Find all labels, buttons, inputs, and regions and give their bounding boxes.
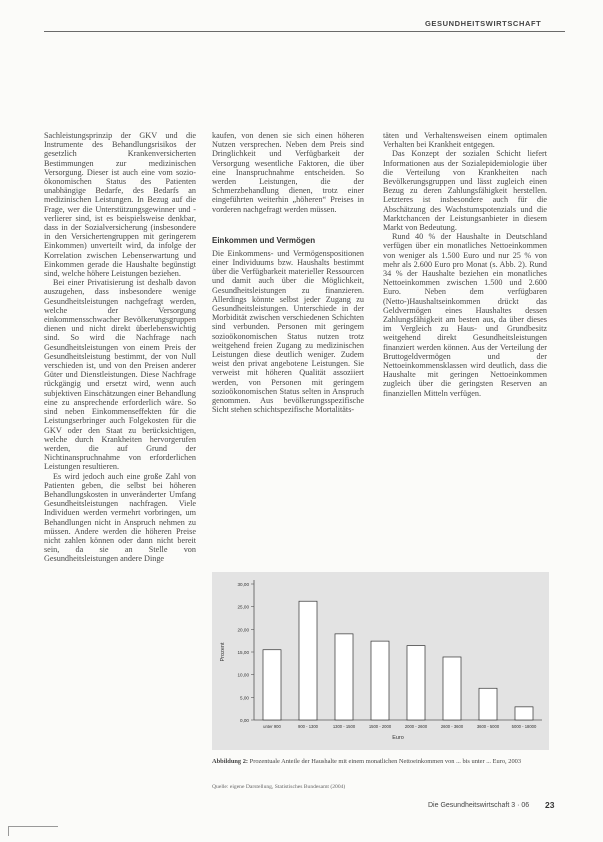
bar [299, 601, 317, 720]
paragraph: Es wird jedoch auch eine große Zahl von Patienten geben, die selbst bei höheren Behandlungskosten in unveränderter Umfang Gesundheitsleistungen nachfragen. Viele Individuen werden vermehrt vorbringen, um Behandlungen nicht in Anspruch nehmen zu müssen. Andere werden die höheren Preise nicht zahlen können oder dann nicht bereit sein, da sie an Stelle von Gesundheitsleistungen andere Dinge [44, 471, 196, 564]
x-tick-label: 1500 - 2000 [368, 724, 392, 729]
y-tick-label: 0,00 [240, 718, 249, 723]
crop-mark [8, 826, 9, 836]
paragraph: täten und Verhaltensweisen einem optimalen Verhalten bei Krankheit entgegen. [383, 131, 547, 150]
bar [407, 646, 425, 720]
bar [263, 650, 281, 720]
paragraph: Sachleistungsprinzip der GKV und die Instrumente des Behandlungsrisikos der gesetzlich Krankenversicherten Bestimmungen zur medizinischen Versorgung. Dieser ist auch eine vom sozio-ökonomischen Status des Patienten unabhängige Bedarfe, des Bedarfs an medizinischen Leistungen. In Bezug auf die Frage, wer die Unterstützungsgewinner und -verlierer sind, ist es beispielsweise denkbar, dass in der Sozialversicherung (insbesondere in den Versichertengruppen mit geringerem Einkommen) unverteilt wird, da infolge der Korrelation zwischen Lebenserwartung und Einkommen gerade die Haushalte begünstigt sind, welche höhere Leistungen beziehen. [44, 131, 196, 279]
bar [443, 657, 461, 720]
paragraph: Die Einkommens- und Vermögenspositionen einer Individuums bzw. Haushalts bestimmt über die Verfügbarkeit materieller Ressourcen und damit auch über die Möglichkeit, Gesundheitsleistungen zu finanzieren. Allerdings könnte selbst jeder Zugang zu Gesundheitsleistungen. Unterschiede in der Morbidität zwischen verschiedenen Schichten sind verbunden. Personen mit geringem sozioökonomischen Status nutzen trotz weitgehend freien Zugang zu medizinischen Leistungen diese deutlich weniger. Zudem weist den privat angebotene Leistungen. Sie verweist mit höheren Qualität assoziiert werden, von Personen mit geringem sozioökonomischen Status selten in Anspruch genommen. Aus bevölkerungsspezifische Sicht stehen schichtspezifische Mortalitäts- [212, 248, 364, 415]
x-tick-label: 2600 - 3600 [440, 724, 464, 729]
header-rule [44, 31, 565, 32]
footer-journal [428, 802, 529, 809]
y-tick-label: 20,00 [237, 627, 249, 633]
x-tick-label: 900 - 1300 [297, 724, 319, 729]
y-tick-label: 25,00 [237, 604, 249, 610]
paragraph: kaufen, von denen sie sich einen höheren Nutzen versprechen. Neben dem Preis sind Dringlichkeit und Verfügbarkeit der Versorgung wesentliche Faktoren, die über eine Inanspruchnahme entscheiden. So werden Leistungen, die der Schmerzbehandlung dienen, trotz einer eingeführten weiterhin „höheren“ Preises in vorderen nachgefragt werden müssen. [212, 131, 364, 214]
issue-number: 3 · 06 [511, 802, 530, 809]
x-tick-label: 2000 - 2600 [404, 724, 428, 729]
text-column-2 [212, 131, 364, 414]
paragraph: Bei einer Privatisierung ist deshalb davon auszugehen, dass insbesondere wenige Gesundheitsleistungen nachgefragt werden, welche der Versorgung einkommensschwacher Bevölkerungsgruppen dienen und nicht direkt überlebenswichtig sind. So wird die Nachfrage nach Gesundheitsleistungen von einem Preis der Gesundheitsleistung bestimmt, der von Null verschieden ist, und von den Preisen anderer Güter und Dienstleistungen. Diese Nachfrage rückgängig und ersetzt wird, wenn auch subjektiven Einschätzungen einer Behandlung eine zu ansprechende erforderlich wäre. So sind neben Einkommenseffekten für die Leistungserbringer auch Folgekosten für die GKV oder den Staat zu berücksichtigen, welche durch Krankheiten hervorgerufen werden, die auf Grund der Nichtinanspruchnahme von erforderlichen Leistungen resultieren. [44, 278, 196, 472]
bar [515, 707, 533, 720]
x-tick-label: unter 900 [263, 724, 281, 729]
y-tick-label: 15,00 [237, 650, 249, 655]
y-tick-label: 10,00 [237, 672, 249, 678]
text-column-3 [383, 131, 547, 398]
y-axis-label: Prozent [220, 642, 226, 662]
figure-caption [212, 758, 552, 765]
bar [371, 641, 389, 720]
y-tick-label: 30,00 [237, 582, 249, 587]
section-heading: Einkommen und Vermögen [212, 235, 316, 245]
text-column-1 [44, 131, 196, 564]
figure-2-chart [212, 572, 549, 756]
page-number: 23 [545, 800, 555, 810]
figure-source: Quelle: eigene Darstellung, Statistisches Bundesamt (2004) [212, 784, 346, 790]
y-tick-label: 5,00 [240, 695, 249, 701]
crop-mark [8, 826, 58, 827]
x-axis-label: Euro [392, 735, 404, 741]
bar [335, 634, 353, 720]
section-header: GESUNDHEITSWIRTSCHAFT [425, 19, 542, 28]
journal-name: Die Gesundheitswirtschaft [428, 802, 510, 809]
caption-label: Abbildung 2: [212, 758, 249, 765]
x-tick-label: 5000 - 18000 [511, 724, 537, 729]
bar-chart-svg [212, 572, 549, 756]
caption-text: Prozentuale Anteile der Haushalte mit einem monatlichen Nettoeinkommen von ... bis unter ... Euro, 2003 [249, 758, 522, 765]
x-tick-label: 1300 - 1500 [332, 724, 356, 729]
x-tick-label: 3600 - 5000 [476, 724, 500, 729]
paragraph: Rund 40 % der Haushalte in Deutschland verfügen über ein monatliches Nettoeinkommen von weniger als 1.500 Euro und nur 25 % von mehr als 2.600 Euro pro Monat (s. Abb. 2). Rund 34 % der Haushalte beziehen ein monatliches Nettoeinkommen zwischen 1.500 und 2.600 Euro. Neben dem verfügbaren (Netto-)Haushaltseinkommen drückt das Geldvermögen eines Haushaltes dessen Zahlungsfähigkeit am besten aus, da über dieses im Vergleich zu Haus- und Grundbesitz weitgehend direkt Gesundheitsleistungen finanziert werden können. Aus der Verteilung der Bruttogeldvermögen und der Nettoeinkommensklassen wird deutlich, dass die Haushalte mit geringen Nettoeinkommen zugleich über die geringsten Reserven an finanziellen Mitteln verfügen. [383, 232, 547, 398]
paragraph: Das Konzept der sozialen Schicht liefert Informationen aus der Sozialepidemiologie über die Verteilung von Krankheiten nach Bevölkerungsgruppen und lässt zugleich einen Bezug zu deren Zahlungsfähigkeit herstellen. Letzteres ist insbesondere auch für die Abschätzung des Wachstumspotenzials und die Marktchancen der Leistungsanbieter in diesem Markt von Bedeutung. [383, 149, 547, 233]
bar [479, 688, 497, 720]
